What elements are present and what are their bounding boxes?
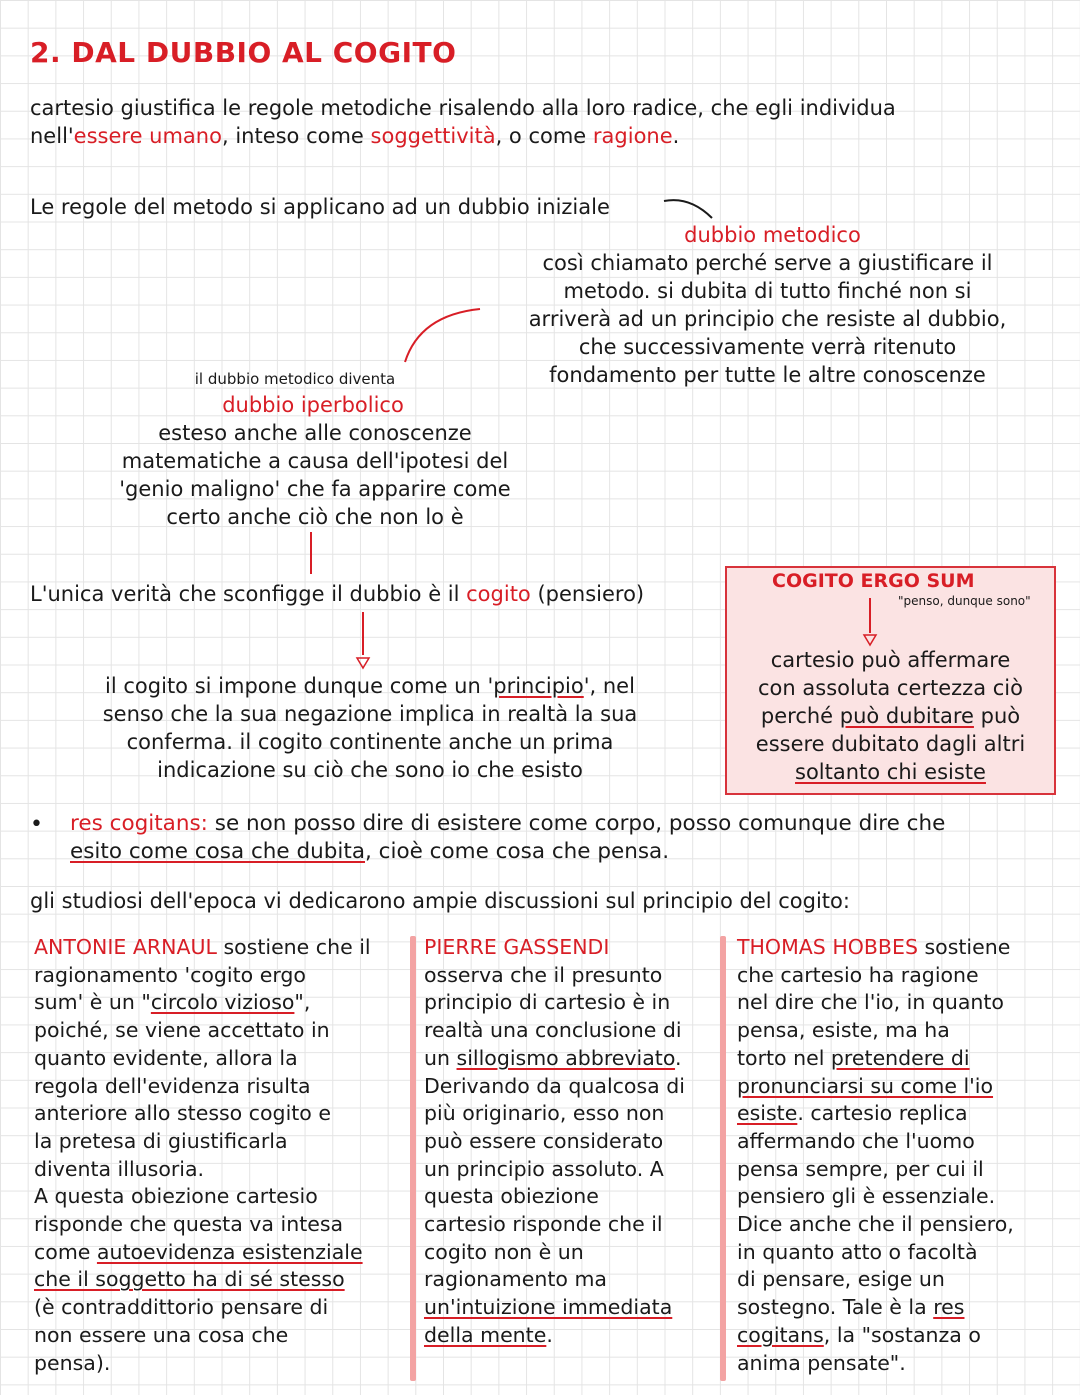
dubbio-iperbolico-label: dubbio iperbolico xyxy=(222,393,404,417)
res-cogitans-line-2: esito come cosa che dubita, cioè come cosa che pensa. xyxy=(70,839,670,864)
verita-sentence: L'unica verità che sconfigge il dubbio è il cogito (pensiero) xyxy=(30,582,645,606)
circolo-vizioso-term: circolo vizioso xyxy=(150,990,295,1015)
dubbio-iperbolico-line: matematiche a causa dell'ipotesi del xyxy=(121,449,509,473)
box-line: perché può dubitare può xyxy=(760,704,1021,728)
dubbio-metodico-line: arriverà ad un principio che resiste al dubbio, xyxy=(528,307,1007,331)
studiosi-sentence: gli studiosi dell'epoca vi dedicarono ampie discussioni sul principio del cogito: xyxy=(30,889,850,913)
arnaul-name: ANTONIE ARNAUL xyxy=(34,935,217,959)
page-title: 2. DAL DUBBIO AL COGITO xyxy=(30,36,457,69)
principio-line-4: indicazione su ciò che sono io che esisto xyxy=(157,758,583,782)
hobbes-name: THOMAS HOBBES xyxy=(737,935,918,959)
dubbio-metodico-line: così chiamato perché serve a giustificare il xyxy=(542,251,993,275)
bullet-dot: • xyxy=(30,812,43,837)
arnaul-column: ANTONIE ARNAUL sostiene che il ragionamento 'cogito ergo sum' è un "circolo vizioso", poiché, se viene accettato in quanto evidente, allora la regola dell'evidenza risulta anteriore allo stesso cogito e la pretesa di giustificarla diventa illusoria. A questa obiezione cartesio risponde che questa va intesa come autoevidenza esistenziale che il soggetto ha di sé stesso (è contraddittorio pensare di non essere una cosa che pensa). xyxy=(34,935,371,1375)
box-line: cartesio può affermare xyxy=(770,648,1011,672)
arrow-to-dubbio-metodico xyxy=(664,200,712,218)
box-subtitle: "penso, dunque sono" xyxy=(898,594,1031,608)
dubbio-iperbolico-line: esteso anche alle conoscenze xyxy=(158,421,472,445)
principio-term: principio xyxy=(493,674,584,698)
box-line: con assoluta certezza ciò xyxy=(758,676,1023,700)
arrow-head-principio xyxy=(357,658,369,668)
res-cogitans-line-1: res cogitans: se non posso dire di esistere come corpo, posso comunque dire che xyxy=(70,811,946,836)
principio-line-1: il cogito si impone dunque come un 'principio', nel xyxy=(105,674,635,698)
arrow-head-box xyxy=(864,635,876,645)
cogito-term: cogito xyxy=(466,582,531,606)
intuizione-term: un'intuizione immediata xyxy=(424,1295,673,1320)
dubbio-metodico-line: che successivamente verrà ritenuto xyxy=(578,335,957,359)
ragione-term: ragione xyxy=(592,124,673,148)
box-line: essere dubitato dagli altri xyxy=(755,732,1026,756)
hobbes-column: THOMAS HOBBES sostiene che cartesio ha ragione nel dire che l'io, in quanto pensa, esiste, ma ha torto nel pretendere di pronunciarsi su come l'io esiste. cartesio replica affermando che l'uomo pensa sempre, per cui il pensiero gli è essenziale. Dice anche che il pensiero, in quanto atto o facoltà di pensare, esige un sostegno. Tale è la res cogitans, la "sostanza o anima pensate". xyxy=(737,935,1014,1375)
esito-term: esito come cosa che dubita xyxy=(70,839,365,864)
box-title: COGITO ERGO SUM xyxy=(772,570,975,592)
soggettivita-term: soggettività xyxy=(370,124,496,148)
gassendi-column: PIERRE GASSENDI osserva che il presunto principio di cartesio è in realtà una conclusione di un sillogismo abbreviato. Derivando da qualcosa di più originario, esso non può essere considerato un principio assoluto. A questa obiezione cartesio risponde che il cogito non è un ragionamento ma un'intuizione immediata della mente. xyxy=(424,934,716,1350)
dubbio-iperbolico-line: 'genio maligno' che fa apparire come xyxy=(119,477,511,501)
dubbio-iperbolico-line: certo anche ciò che non lo è xyxy=(166,505,464,529)
autoevidenza-term: autoevidenza esistenziale xyxy=(96,1239,363,1264)
regole-sentence: Le regole del metodo si applicano ad un dubbio iniziale xyxy=(30,195,610,219)
dubbio-metodico-line: fondamento per tutte le altre conoscenze xyxy=(549,363,986,387)
puo-dubitare-term: può dubitare xyxy=(839,704,974,728)
dubbio-metodico-label: dubbio metodico xyxy=(684,223,861,247)
dubbio-metodico-line: metodo. si dubita di tutto finché non si xyxy=(563,279,972,303)
intro-line-1: cartesio giustifica le regole metodiche risalendo alla loro radice, che egli individua xyxy=(30,96,896,120)
gassendi-name: PIERRE GASSENDI xyxy=(424,935,610,959)
dubbio-iperbolico-intro: il dubbio metodico diventa xyxy=(194,370,396,388)
soltanto-chi-esiste-term: soltanto chi esiste xyxy=(795,760,986,784)
res-cogitans-term: res cogitans: xyxy=(70,811,208,836)
principio-line-3: conferma. il cogito continente anche un prima xyxy=(126,730,614,754)
arrow-to-dubbio-iperbolico xyxy=(405,309,480,362)
sillogismo-term: sillogismo abbreviato xyxy=(456,1045,676,1070)
essere-umano-term: essere umano xyxy=(73,124,222,148)
intro-line-2: nell'essere umano, inteso come soggettività, o come ragione. xyxy=(30,124,680,148)
principio-line-2: senso che la sua negazione implica in realtà la sua xyxy=(102,702,638,726)
